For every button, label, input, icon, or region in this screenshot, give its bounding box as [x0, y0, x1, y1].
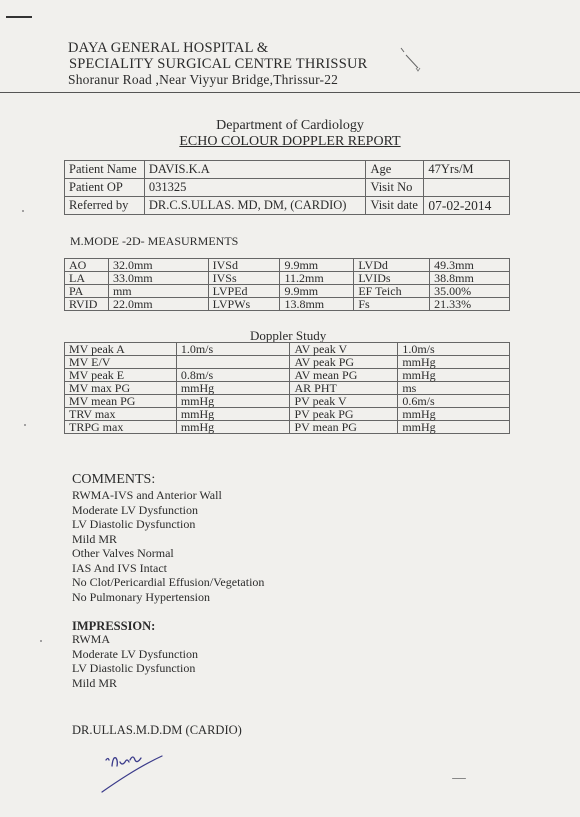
patient-info-table [64, 160, 510, 215]
visit-no-label: Visit No [366, 179, 424, 197]
table-cell: TRV max [65, 408, 177, 421]
table-cell: 32.0mm [108, 259, 208, 272]
table-cell: 1.0m/s [176, 343, 290, 356]
table-cell: AV peak V [290, 343, 398, 356]
comments-heading: COMMENTS: [72, 472, 156, 487]
list-item: No Pulmonary Hypertension [72, 589, 210, 604]
doppler-heading: Doppler Study [250, 328, 327, 343]
age-value: 47Yrs/M [424, 161, 510, 179]
table-row [65, 179, 510, 197]
table-cell: ms [398, 382, 510, 395]
table-cell: mmHg [398, 356, 510, 369]
table-cell: PA [65, 285, 109, 298]
table-row [65, 408, 510, 421]
table-cell: TRPG max [65, 421, 177, 434]
hospital-name: DAYA GENERAL HOSPITAL & [68, 40, 269, 56]
list-item: RWMA [72, 632, 111, 646]
table-cell: LA [65, 272, 109, 285]
patient-name-label: Patient Name [65, 161, 145, 179]
hospital-header [68, 40, 368, 88]
table-cell: IVSd [208, 259, 280, 272]
referred-by-label: Referred by [65, 197, 145, 215]
table-cell: EF Teich [354, 285, 430, 298]
table-row [65, 356, 510, 369]
margin-dash [6, 16, 32, 18]
impression-heading: IMPRESSION: [72, 619, 156, 633]
table-cell: 9.9mm [280, 285, 354, 298]
doctor-name: DR.ULLAS.M.D.DM (CARDIO) [72, 723, 242, 737]
table-row [65, 285, 510, 298]
visit-no-value [424, 179, 510, 197]
table-cell: mm [108, 285, 208, 298]
table-row [65, 161, 510, 179]
table-cell: mmHg [398, 408, 510, 421]
table-cell: mmHg [398, 421, 510, 434]
patient-op-label: Patient OP [65, 179, 145, 197]
hospital-address: Shoranur Road ,Near Viyyur Bridge,Thrissur-22 [68, 72, 339, 87]
table-cell: mmHg [398, 369, 510, 382]
doppler-table [64, 342, 510, 434]
list-item: Moderate LV Dysfunction [72, 646, 198, 661]
table-cell: 33.0mm [108, 272, 208, 285]
impression-list [72, 632, 198, 690]
table-cell: LVPWs [208, 298, 280, 311]
patient-name-value: DAVIS.K.A [144, 161, 366, 179]
patient-op-value: 031325 [144, 179, 366, 197]
mmode-heading: M.MODE -2D- MEASURMENTS [70, 234, 239, 248]
table-cell: MV max PG [65, 382, 177, 395]
table-cell: PV peak V [290, 395, 398, 408]
table-row [65, 272, 510, 285]
table-cell: LVDd [354, 259, 430, 272]
mmode-table [64, 258, 510, 311]
list-item: LV Diastolic Dysfunction [72, 661, 196, 675]
table-row [65, 259, 510, 272]
table-cell: mmHg [176, 408, 290, 421]
table-cell: mmHg [176, 382, 290, 395]
list-item: RWMA-IVS and Anterior Wall [72, 488, 222, 502]
table-cell: LVPEd [208, 285, 280, 298]
visit-date-label: Visit date [366, 197, 424, 215]
report-title: ECHO COLOUR DOPPLER REPORT [179, 134, 401, 149]
list-item: No Clot/Pericardial Effusion/Vegetation [72, 575, 265, 589]
department-heading [0, 118, 580, 150]
list-item: Other Valves Normal [72, 546, 174, 560]
table-cell: AO [65, 259, 109, 272]
table-cell: PV mean PG [290, 421, 398, 434]
list-item: LV Diastolic Dysfunction [72, 517, 196, 531]
table-cell: 35.00% [430, 285, 510, 298]
visit-date-value: 07-02-2014 [424, 197, 510, 215]
table-row [65, 382, 510, 395]
table-cell: mmHg [176, 395, 290, 408]
table-row [65, 343, 510, 356]
table-cell: RVID [65, 298, 109, 311]
table-cell: 9.9mm [280, 259, 354, 272]
table-cell: 13.8mm [280, 298, 354, 311]
table-row [65, 197, 510, 215]
table-cell: PV peak PG [290, 408, 398, 421]
table-cell: 21.33% [430, 298, 510, 311]
table-cell: AV mean PG [290, 369, 398, 382]
table-cell: mmHg [176, 421, 290, 434]
list-item: Mild MR [72, 531, 118, 546]
hospital-subtitle: SPECIALITY SURGICAL CENTRE THRISSUR [69, 56, 368, 72]
table-row [65, 369, 510, 382]
table-cell: MV mean PG [65, 395, 177, 408]
table-cell: MV peak A [65, 343, 177, 356]
pen-mark-icon [398, 46, 422, 72]
referred-by-value: DR.C.S.ULLAS. MD, DM, (CARDIO) [144, 197, 366, 215]
table-cell: Fs [354, 298, 430, 311]
table-row [65, 421, 510, 434]
table-cell: AR PHT [290, 382, 398, 395]
header-divider [0, 92, 580, 93]
table-cell: 11.2mm [280, 272, 354, 285]
table-row [65, 395, 510, 408]
table-cell [176, 356, 290, 369]
table-cell: 22.0mm [108, 298, 208, 311]
table-cell: LVIDs [354, 272, 430, 285]
table-cell: MV E/V [65, 356, 177, 369]
table-cell: MV peak E [65, 369, 177, 382]
table-cell: IVSs [208, 272, 280, 285]
list-item: IAS And IVS Intact [72, 560, 167, 575]
age-label: Age [366, 161, 424, 179]
list-item: Moderate LV Dysfunction [72, 502, 198, 517]
table-row [65, 298, 510, 311]
table-cell: 38.8mm [430, 272, 510, 285]
list-item: Mild MR [72, 675, 118, 690]
table-cell: 49.3mm [430, 259, 510, 272]
department-name: Department of Cardiology [216, 118, 364, 133]
table-cell: 0.6m/s [398, 395, 510, 408]
signature-icon [96, 748, 176, 798]
table-cell: AV peak PG [290, 356, 398, 369]
comments-list [72, 488, 264, 604]
table-cell: 1.0m/s [398, 343, 510, 356]
table-cell: 0.8m/s [176, 369, 290, 382]
